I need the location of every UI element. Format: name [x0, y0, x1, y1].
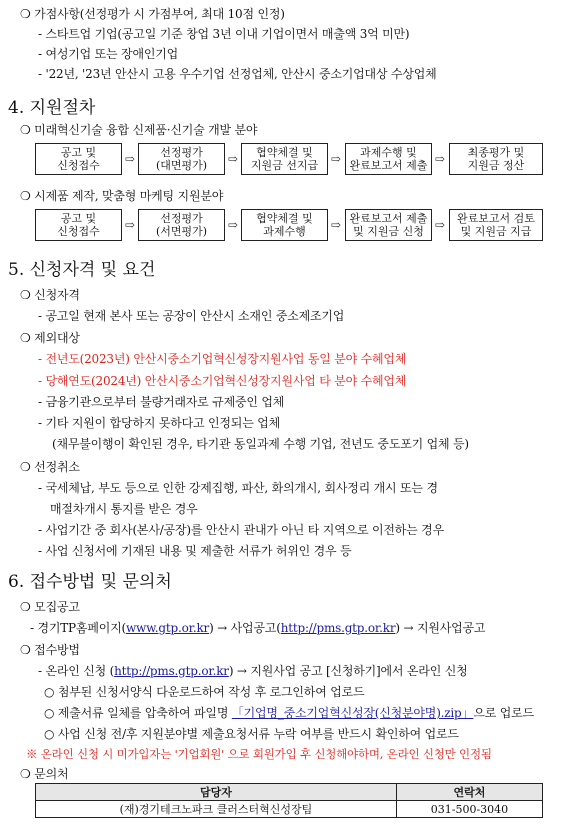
contact-person: (재)경기테크노파크 클러스터혁신성장팀: [36, 801, 397, 818]
arrow-icon: ⇨: [330, 218, 342, 232]
eligibility-heading: ❍ 신청자격: [20, 288, 80, 302]
bonus-item-award: - '22년, '23년 안산시 고용 우수기업 선정업체, 안산시 중소기업대상 수상업체: [38, 67, 437, 81]
notice-heading: ❍ 모집공고: [20, 600, 80, 614]
method-online: - 온라인 신청 (http://pms.gtp.or.kr) → 지원사업 공고 [신청하기]에서 온라인 신청: [38, 664, 468, 678]
arrow-icon: ⇨: [330, 152, 342, 166]
method-sub-zip: ○ 제출서류 일체를 압축하여 파일명 「기업명_중소기업혁신성장(신청분야명).zip」으로 업로드: [44, 706, 534, 720]
method-heading: ❍ 접수방법: [20, 643, 80, 657]
bonus-item-startup: - 스타트업 기업(공고일 기준 창업 3년 이내 기업이면서 매출액 3억 미만): [38, 27, 410, 41]
arrow-icon: ⇨: [434, 152, 446, 166]
flow2-step-3: 협약체결 및 과제수행: [241, 209, 328, 241]
gtp-homepage-link[interactable]: www.gtp.or.kr: [125, 621, 210, 635]
flow1-step-1: 공고 및 신청접수: [35, 143, 122, 175]
cancel-item-2: - 사업기간 중 회사(본사/공장)를 안산시 관내가 아닌 타 지역으로 이전하는 경우: [38, 523, 444, 537]
flow2-step-1: 공고 및 신청접수: [35, 209, 122, 241]
flow1-heading: ❍ 미래혁신기술 융합 신제품·신기술 개발 분야: [20, 123, 258, 137]
arrow-icon: ⇨: [227, 218, 239, 232]
column-header-person: 담당자: [36, 784, 397, 801]
method-sub-download: ○ 첨부된 신청서양식 다운로드하여 작성 후 로그인하여 업로드: [44, 685, 365, 699]
exclusion-note: (채무불이행이 확인된 경우, 타기관 동일과제 수행 기업, 전년도 중도포기 업체 등): [52, 437, 469, 451]
contact-table: [35, 783, 543, 818]
table-header-row: [36, 784, 543, 801]
exclusion-item-current-year: - 당해연도(2024년) 안산시중소기업혁신성장지원사업 타 분야 수혜업체: [38, 374, 407, 388]
zip-filename-link[interactable]: 「기업명_중소기업혁신성장(신청분야명).zip」: [231, 706, 474, 720]
flow2-heading: ❍ 시제품 제작, 맞춤형 마케팅 지원분야: [20, 189, 224, 203]
contact-heading: ❍ 문의처: [20, 767, 69, 781]
exclusion-item-finance: - 금융기관으로부터 불량거래자로 규제중인 업체: [38, 395, 285, 409]
method-sub-check: ○ 사업 신청 전/후 지원분야별 제출요청서류 누락 여부를 반드시 확인하여 업로드: [44, 727, 459, 741]
section-4-title: 4. 지원절차: [8, 98, 96, 118]
method-warning: ※ 온라인 신청 시 미가입자는 '기업회원' 으로 회원가입 후 신청해야하며, 온라인 신청만 인정됨: [26, 747, 492, 761]
contact-phone: 031-500-3040: [396, 801, 542, 818]
section-5-title: 5. 신청자격 및 요건: [8, 260, 156, 280]
flow2-step-2: 선정평가 (서면평가): [138, 209, 225, 241]
cancel-item-1-line-2: 매절차개시 통지를 받은 경우: [50, 502, 198, 516]
exclusion-item-other: - 기타 지원이 합당하지 못하다고 인정되는 업체: [38, 416, 280, 430]
arrow-icon: ⇨: [124, 152, 136, 166]
flow1-step-5: 최종평가 및 지원금 정산: [449, 143, 543, 175]
cancel-item-1-line-1: - 국세체납, 부도 등으로 인한 강제집행, 파산, 화의개시, 회사정리 개시 또는 경: [38, 481, 438, 495]
flow2-step-5: 완료보고서 검토 및 지원금 지급: [449, 209, 543, 241]
pms-link[interactable]: http://pms.gtp.or.kr: [280, 621, 396, 635]
exclusion-heading: ❍ 제외대상: [20, 331, 80, 345]
exclusion-item-prev-year: - 전년도(2023년) 안산시중소기업혁신성장지원사업 동일 분야 수혜업체: [38, 352, 407, 366]
flow1-step-4: 과제수행 및 완료보고서 제출: [345, 143, 432, 175]
flow1-diagram: [35, 143, 545, 177]
cancel-item-3: - 사업 신청서에 기재된 내용 및 제출한 서류가 허위인 경우 등: [38, 544, 352, 558]
flow2-diagram: [35, 209, 545, 243]
pms-online-link[interactable]: http://pms.gtp.or.kr: [114, 664, 229, 678]
cancel-heading: ❍ 선정취소: [20, 460, 80, 474]
flow1-step-2: 선정평가 (대면평가): [138, 143, 225, 175]
arrow-icon: ⇨: [227, 152, 239, 166]
eligibility-item: - 공고일 현재 본사 또는 공장이 안산시 소재인 중소제조기업: [38, 309, 345, 323]
column-header-phone: 연락처: [396, 784, 542, 801]
bonus-item-women: - 여성기업 또는 장애인기업: [38, 47, 179, 61]
flow2-step-4: 완료보고서 제출 및 지원금 신청: [345, 209, 432, 241]
arrow-icon: ⇨: [434, 218, 446, 232]
arrow-icon: ⇨: [124, 218, 136, 232]
section-6-title: 6. 접수방법 및 문의처: [8, 572, 172, 592]
flow1-step-3: 협약체결 및 지원금 선지급: [241, 143, 328, 175]
notice-path: - 경기TP홈페이지(www.gtp.or.kr) → 사업공고(http://pms.gtp.or.kr) → 지원사업공고: [30, 621, 486, 635]
table-row: [36, 801, 543, 818]
bonus-heading: ❍ 가점사항(선정평가 시 가점부여, 최대 10점 인정): [20, 7, 285, 21]
